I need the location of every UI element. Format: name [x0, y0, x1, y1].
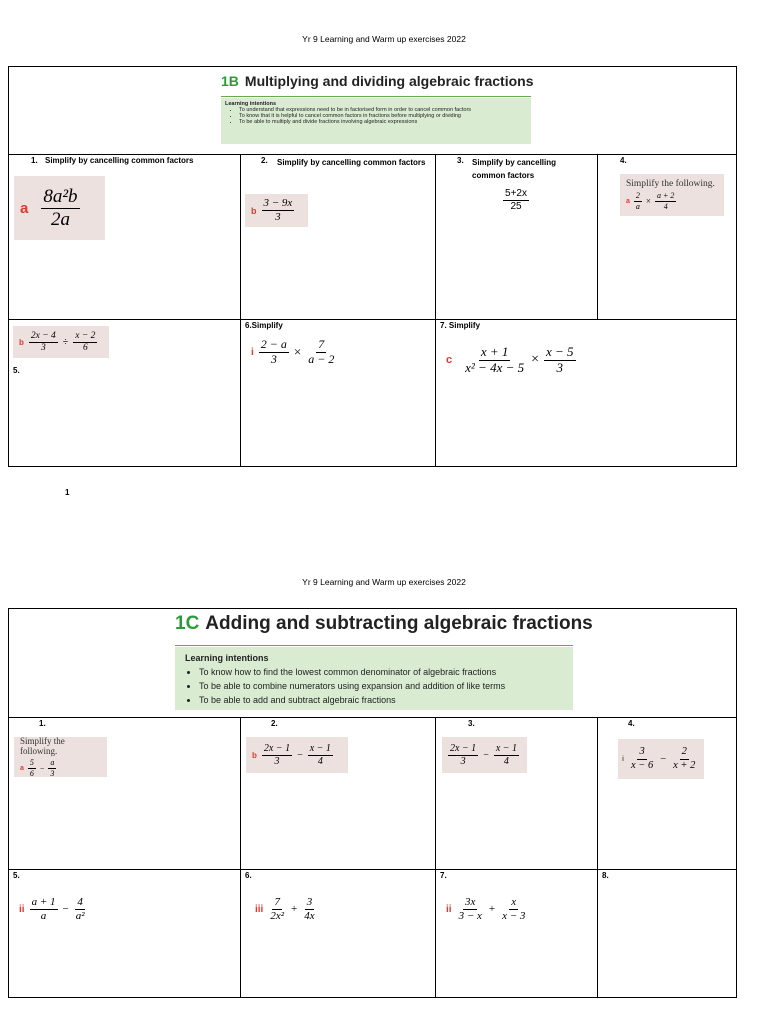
fraction	[494, 743, 519, 767]
question-instruction: Simplify by cancelling common factors	[45, 156, 194, 165]
numerator: 7	[318, 336, 325, 351]
question-number: 7. Simplify	[440, 321, 481, 330]
denominator: 4	[503, 755, 509, 767]
question-cell-6	[241, 319, 436, 466]
numerator: 2x − 4	[30, 330, 56, 341]
fraction	[262, 743, 292, 767]
denominator: 3	[275, 211, 281, 223]
denominator: x − 6	[630, 759, 654, 771]
part-label: a	[20, 199, 29, 217]
part-label: ii	[19, 903, 25, 915]
question-cell-7	[436, 319, 738, 466]
numerator: x − 1	[495, 743, 518, 754]
numerator: 8a²b	[43, 185, 78, 207]
fraction	[634, 191, 642, 210]
part-label: a	[20, 764, 24, 772]
question-number: 5.	[13, 366, 20, 375]
question-card	[14, 176, 105, 240]
expression	[20, 758, 56, 777]
question-cell-2	[241, 154, 436, 319]
denominator: a − 2	[308, 351, 335, 366]
question-number: 3.	[468, 719, 475, 728]
fraction	[503, 188, 529, 212]
denominator: 4	[663, 201, 668, 211]
question-cell-5	[9, 319, 241, 466]
question-caption: Simplify the following.	[626, 179, 715, 190]
denominator: 4	[317, 755, 323, 767]
denominator: a	[40, 909, 47, 922]
intention-item: • To understand that expressions need to be in factorised form in order to cancel common factors	[239, 107, 527, 113]
topic-title-text: Adding and subtracting algebraic fractions	[205, 613, 593, 634]
topic-rule	[221, 96, 531, 97]
fraction	[73, 331, 97, 354]
question-number: 7.	[440, 871, 447, 880]
fraction	[48, 758, 56, 777]
question-cell-1	[9, 154, 241, 319]
denominator: x − 3	[502, 909, 526, 922]
fraction	[655, 191, 676, 210]
part-label: a	[626, 197, 630, 205]
numerator: 3	[306, 895, 313, 908]
numerator: x − 2	[75, 330, 96, 341]
numerator: x	[511, 895, 517, 908]
question-card	[440, 889, 560, 929]
numerator: 5	[29, 758, 34, 768]
fraction	[308, 743, 333, 767]
learning-intentions	[175, 647, 573, 710]
topic-title	[175, 613, 593, 635]
question-cell-2	[241, 717, 436, 869]
worksheet-1c	[8, 608, 737, 998]
question-number: 6.	[245, 871, 252, 880]
fraction	[306, 338, 336, 367]
denominator: a	[635, 201, 640, 211]
learning-intentions-heading: Learning intentions	[225, 101, 277, 107]
numerator: x − 5	[546, 343, 574, 359]
operator: ×	[531, 352, 540, 367]
fraction	[629, 746, 655, 771]
fraction	[41, 186, 79, 231]
question-cell-8	[598, 869, 738, 997]
question-card	[13, 889, 113, 929]
part-label: ii	[446, 903, 452, 915]
question-number: 6.Simplify	[245, 321, 283, 330]
numerator: 2	[635, 191, 640, 201]
intention-item: • To know how to find the lowest common denominator of algebraic fractions	[199, 665, 563, 679]
part-label: b	[19, 337, 24, 347]
denominator: 25	[510, 200, 522, 212]
numerator: 2 − a	[260, 336, 287, 351]
question-cell-7	[436, 869, 598, 997]
expression	[626, 191, 676, 210]
topic-title-text: Multiplying and dividing algebraic fractions	[244, 73, 534, 89]
denominator: x² − 4x − 5	[465, 359, 525, 375]
operator: −	[39, 763, 45, 773]
numerator: 4	[77, 895, 83, 908]
denominator: 6	[82, 342, 88, 353]
denominator: 3 − x	[458, 909, 482, 922]
fraction	[448, 743, 478, 767]
denominator: 3	[40, 342, 46, 353]
topic-title	[221, 73, 534, 89]
fraction	[457, 896, 484, 922]
intention-item: • To know that it is helpful to cancel common factors in fractions before multiplying or dividing	[239, 113, 527, 119]
operator: ×	[645, 196, 651, 206]
question-number: 1.	[31, 156, 38, 165]
numerator: 2	[680, 746, 689, 759]
question-number: 2.	[261, 156, 268, 165]
question-cell-3	[436, 717, 598, 869]
topic-banner	[9, 609, 736, 718]
intention-item: • To be able to add and subtract algebraic fractions	[199, 693, 563, 707]
fraction	[29, 331, 58, 354]
question-row	[9, 869, 736, 997]
question-card	[246, 737, 348, 773]
question-card	[249, 889, 339, 929]
fraction	[268, 896, 286, 922]
fraction	[544, 345, 576, 376]
denominator: a²	[75, 909, 85, 922]
question-cell-6	[241, 869, 436, 997]
denominator: 2a	[50, 208, 70, 230]
question-cell-1	[9, 717, 241, 869]
question-card	[245, 194, 308, 227]
question-card	[442, 737, 527, 773]
denominator: 6	[29, 768, 34, 778]
question-instruction: Simplify by cancelling common factors	[277, 158, 426, 167]
intention-item: • To be able to multiply and divide fractions involving algebraic expressions	[239, 119, 527, 125]
numerator: a	[50, 758, 55, 768]
question-card	[440, 337, 620, 383]
numerator: 3 − 9x	[263, 197, 293, 210]
part-label: iii	[255, 903, 264, 915]
question-row	[9, 154, 736, 320]
numerator: x − 1	[309, 743, 331, 754]
numerator: 7	[274, 895, 280, 908]
question-caption: Simplify the following.	[20, 736, 65, 757]
question-cell-4	[598, 717, 738, 869]
question-number: 8.	[602, 871, 609, 880]
numerator: 3	[637, 746, 646, 759]
question-card	[13, 326, 109, 358]
learning-intentions	[221, 98, 531, 144]
page-header: Yr 9 Learning and Warm up exercises 2022	[302, 34, 466, 44]
numerator: 3x	[465, 895, 476, 908]
part-label: b	[252, 750, 257, 760]
question-card	[618, 739, 704, 779]
question-cell-5	[9, 869, 241, 997]
topic-banner	[9, 67, 736, 155]
numerator: x + 1	[480, 343, 509, 359]
fraction	[30, 896, 58, 922]
worksheet-1b	[8, 66, 737, 467]
question-instruction: Simplify by cancelling common factors	[472, 158, 557, 180]
part-label: i	[251, 346, 254, 358]
denominator: 3	[460, 755, 466, 767]
denominator: x + 2	[673, 759, 696, 771]
fraction	[500, 896, 527, 922]
denominator: 3	[274, 755, 280, 767]
question-card	[620, 174, 724, 216]
question-card	[245, 332, 355, 372]
question-card	[496, 186, 536, 214]
fraction	[259, 338, 289, 367]
question-number: 4.	[620, 156, 627, 165]
question-number: 4.	[628, 719, 635, 728]
operator: ÷	[62, 336, 69, 348]
question-number: 2.	[271, 719, 278, 728]
question-cell-4	[598, 154, 738, 319]
fraction	[74, 896, 87, 922]
denominator: 2x²	[270, 909, 285, 922]
question-row	[9, 319, 736, 466]
operator: −	[62, 903, 69, 915]
question-cell-3	[436, 154, 598, 319]
denominator: 4x	[304, 909, 315, 922]
numerator: a + 1	[31, 895, 56, 908]
operator: −	[297, 749, 303, 761]
denominator: 3	[270, 351, 277, 366]
operator: +	[291, 903, 298, 915]
intention-item: • To be able to combine numerators using expansion and addition of like terms	[199, 679, 563, 693]
numerator: 5+2x	[505, 188, 527, 199]
numerator: 2x − 1	[263, 743, 291, 754]
topic-code: 1C	[175, 613, 200, 634]
numerator: a + 2	[656, 191, 675, 201]
operator: −	[660, 753, 667, 765]
part-label: i	[622, 755, 624, 763]
operator: +	[488, 903, 496, 915]
fraction	[28, 758, 36, 777]
fraction	[671, 746, 697, 771]
operator: ×	[293, 344, 302, 359]
topic-rule	[175, 645, 573, 646]
numerator: 2x − 1	[450, 743, 477, 754]
question-number: 5.	[13, 871, 20, 880]
question-row	[9, 717, 736, 870]
question-card	[14, 737, 107, 777]
page-header: Yr 9 Learning and Warm up exercises 2022	[302, 577, 466, 587]
fraction	[302, 896, 316, 922]
fraction	[463, 345, 526, 376]
part-label: b	[251, 205, 257, 216]
page-number: 1	[65, 488, 70, 497]
denominator: 3	[50, 768, 55, 778]
denominator: 3	[556, 359, 564, 375]
part-label: c	[446, 354, 453, 366]
question-number: 3.	[457, 156, 464, 165]
learning-intentions-heading: Learning intentions	[185, 653, 269, 663]
topic-code: 1B	[221, 73, 239, 89]
fraction	[262, 197, 295, 223]
question-number: 1.	[39, 719, 46, 728]
operator: −	[483, 749, 489, 761]
